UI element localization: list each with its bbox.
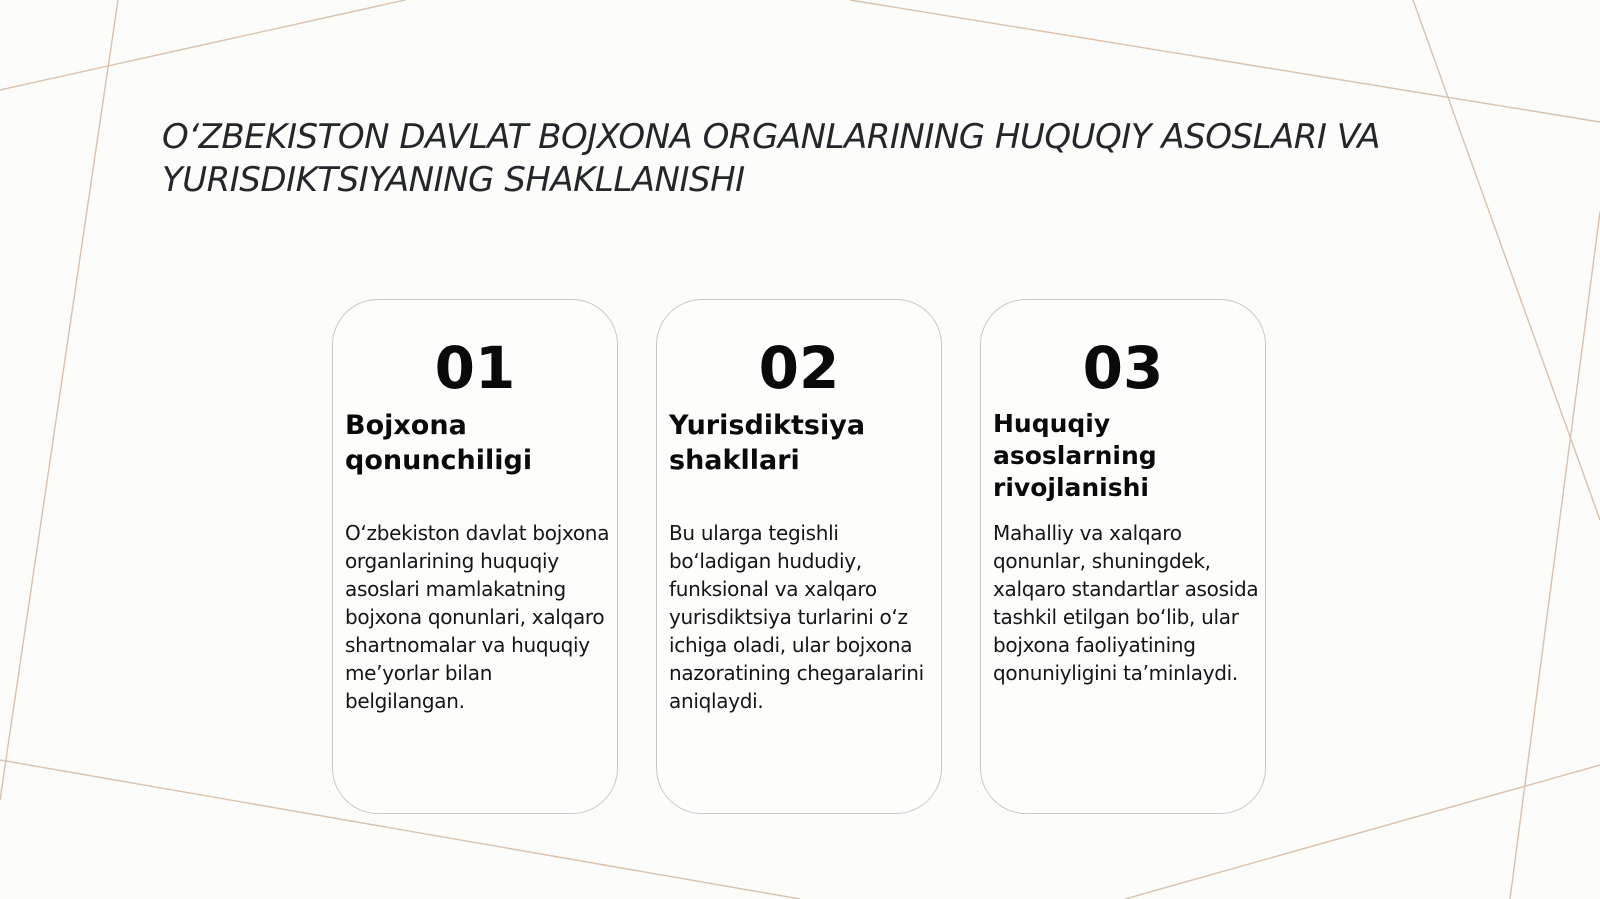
card-number: 03 [1082, 334, 1164, 402]
card-text: O‘zbekiston davlat bojxona organlarining huquqiy asoslari mamlakatning bojxona qonunlari, xalqaro shartnomalar va huquqiy me’yorlar bilan belgilangan. [345, 521, 610, 713]
card-yurisdiktsiya-shakllari [656, 299, 942, 814]
card-huquqiy-asoslar-rivojlanishi [980, 299, 1266, 814]
card-heading: Bojxona qonunchiligi [345, 410, 533, 476]
card-number: 02 [758, 334, 840, 402]
card-number: 01 [434, 334, 516, 402]
card-bojxona-qonunchiligi [332, 299, 618, 814]
card-text: Bu ularga tegishli bo‘ladigan hududiy, funksional va xalqaro yurisdiktsiya turlarini o‘z ichiga oladi, ular bojxona nazoratining chegaralarini aniqlaydi. [669, 521, 924, 713]
card-heading: Huquqiy asoslarning rivojlanishi [993, 409, 1157, 502]
card-heading: Yurisdiktsiya shakllari [669, 410, 866, 476]
slide-title: O‘ZBEKISTON DAVLAT BOJXONA ORGANLARINING HUQUQIY ASOSLARI VA YURISDIKTSIYANING SHAKLLANISHI [162, 117, 1380, 200]
card-text: Mahalliy va xalqaro qonunlar, shuningdek, xalqaro standartlar asosida tashkil etilgan bo‘lib, ular bojxona faoliyatining qonuniyligini ta’minlaydi. [993, 521, 1259, 685]
